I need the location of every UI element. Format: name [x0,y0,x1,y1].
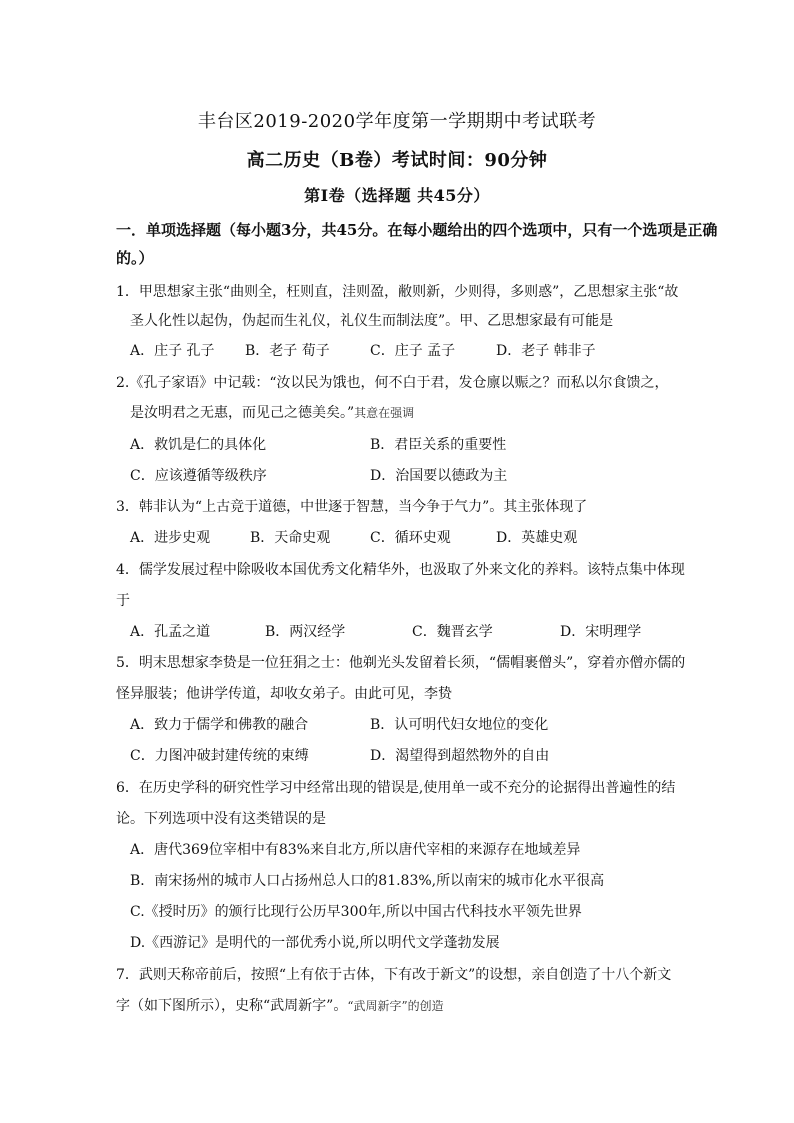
question-6-text-cont: 论。下列选项中没有这类错误的是 [116,811,326,827]
question-3-option-b: B．天命史观 [250,530,331,546]
question-4-text-cont: 于 [116,593,130,609]
exam-subtitle: 高二历史（B卷）考试时间：90分钟 [246,150,548,171]
question-4-option-d: D．宋明理学 [560,624,642,640]
exam-title: 丰台区2019-2020学年度第一学期期中考试联考 [197,111,597,132]
part-heading: 第Ⅰ卷（选择题 共45分） [304,186,490,205]
question-4-text: 4．儒学发展过程中除吸收本国优秀文化精华外，也汲取了外来文化的养料。该特点集中体现 [116,562,685,578]
question-4-option-b: B．两汉经学 [265,624,346,640]
question-5-option-a: A．致力于儒学和佛教的融合 [130,717,309,733]
question-5-option-b: B．认可明代妇女地位的变化 [370,717,549,733]
section-instructions: 一．单项选择题（每小题3分，共45分。在每小题给出的四个选项中，只有一个选项是正确 [116,221,718,239]
question-7-body: 字（如下图所示），史称“武周新字”。 [116,998,348,1014]
question-5-text: 5．明末思想家李贽是一位狂狷之士：他剃光头发留着长须，“儒帽裹僧头”，穿着亦僧亦儒的 [116,655,686,671]
question-6-option-c: C.《授时历》的颁行比现行公历早300年,所以中国古代科技水平领先世界 [130,904,582,920]
section-instructions-cont: 的。） [116,249,154,267]
question-4-option-c: C．魏晋玄学 [412,624,493,640]
question-5-option-c: C．力图冲破封建传统的束缚 [130,748,309,764]
question-1-text: 1．甲思想家主张“曲则全，枉则直，洼则盈，敝则新，少则得，多则惑”，乙思想家主张“故 [116,284,679,300]
question-2-text: 2.《孔子家语》中记载：“汝以民为饿也，何不白于君，发仓廪以赈之？而私以尔食馈之， [116,375,669,391]
question-2-option-d: D．治国要以德政为主 [370,468,508,484]
question-6-text: 6．在历史学科的研究性学习中经常出现的错误是,使用单一或不充分的论据得出普遍性的结 [116,780,676,796]
question-3-text: 3．韩非认为“上古竞于道德，中世逐于智慧，当今争于气力”。其主张体现了 [116,499,588,515]
question-2-option-a: A．救饥是仁的具体化 [130,437,267,453]
question-1-option-c: C．庄子 孟子 [370,343,456,359]
question-6-option-a: A．唐代369位宰相中有83%来自北方,所以唐代宰相的来源存在地域差异 [130,842,581,858]
question-2-quote: 是汝明君之无惠，而见己之德美矣。” [130,405,355,421]
question-4-option-a: A．孔孟之道 [130,624,211,640]
question-1-option-d: D．老子 韩非子 [496,343,596,359]
question-1-option-a: A．庄子 孔子 [130,343,215,359]
question-6-option-b: B．南宋扬州的城市人口占扬州总人口的81.83%,所以南宋的城市化水平很高 [130,873,605,889]
question-2-option-b: B．君臣关系的重要性 [370,437,507,453]
question-3-option-c: C．循环史观 [370,530,451,546]
question-2-option-c: C．应该遵循等级秩序 [130,468,267,484]
question-2-text-cont [130,403,414,423]
question-1-option-b: B．老子 荀子 [245,343,330,359]
question-7-stem: “武周新字”的创造 [347,999,444,1013]
question-7-text-cont [116,996,444,1016]
question-1-text-cont: 圣人化性以起伪，伪起而生礼仪，礼仪生而制法度”。甲、乙思想家最有可能是 [130,313,614,329]
question-5-option-d: D．渴望得到超然物外的自由 [370,748,550,764]
question-5-text-cont: 怪异服装；他讲学传道，却收女弟子。由此可见，李贽 [116,686,452,702]
question-3-option-d: D．英雄史观 [496,530,578,546]
question-2-stem: 其意在强调 [354,406,415,420]
question-7-text: 7．武则天称帝前后，按照“上有依于古体，下有改于新文”的设想，亲自创造了十八个新文 [116,967,672,983]
question-6-option-d: D.《西游记》是明代的一部优秀小说,所以明代文学蓬勃发展 [130,935,500,951]
question-3-option-a: A．进步史观 [130,530,211,546]
